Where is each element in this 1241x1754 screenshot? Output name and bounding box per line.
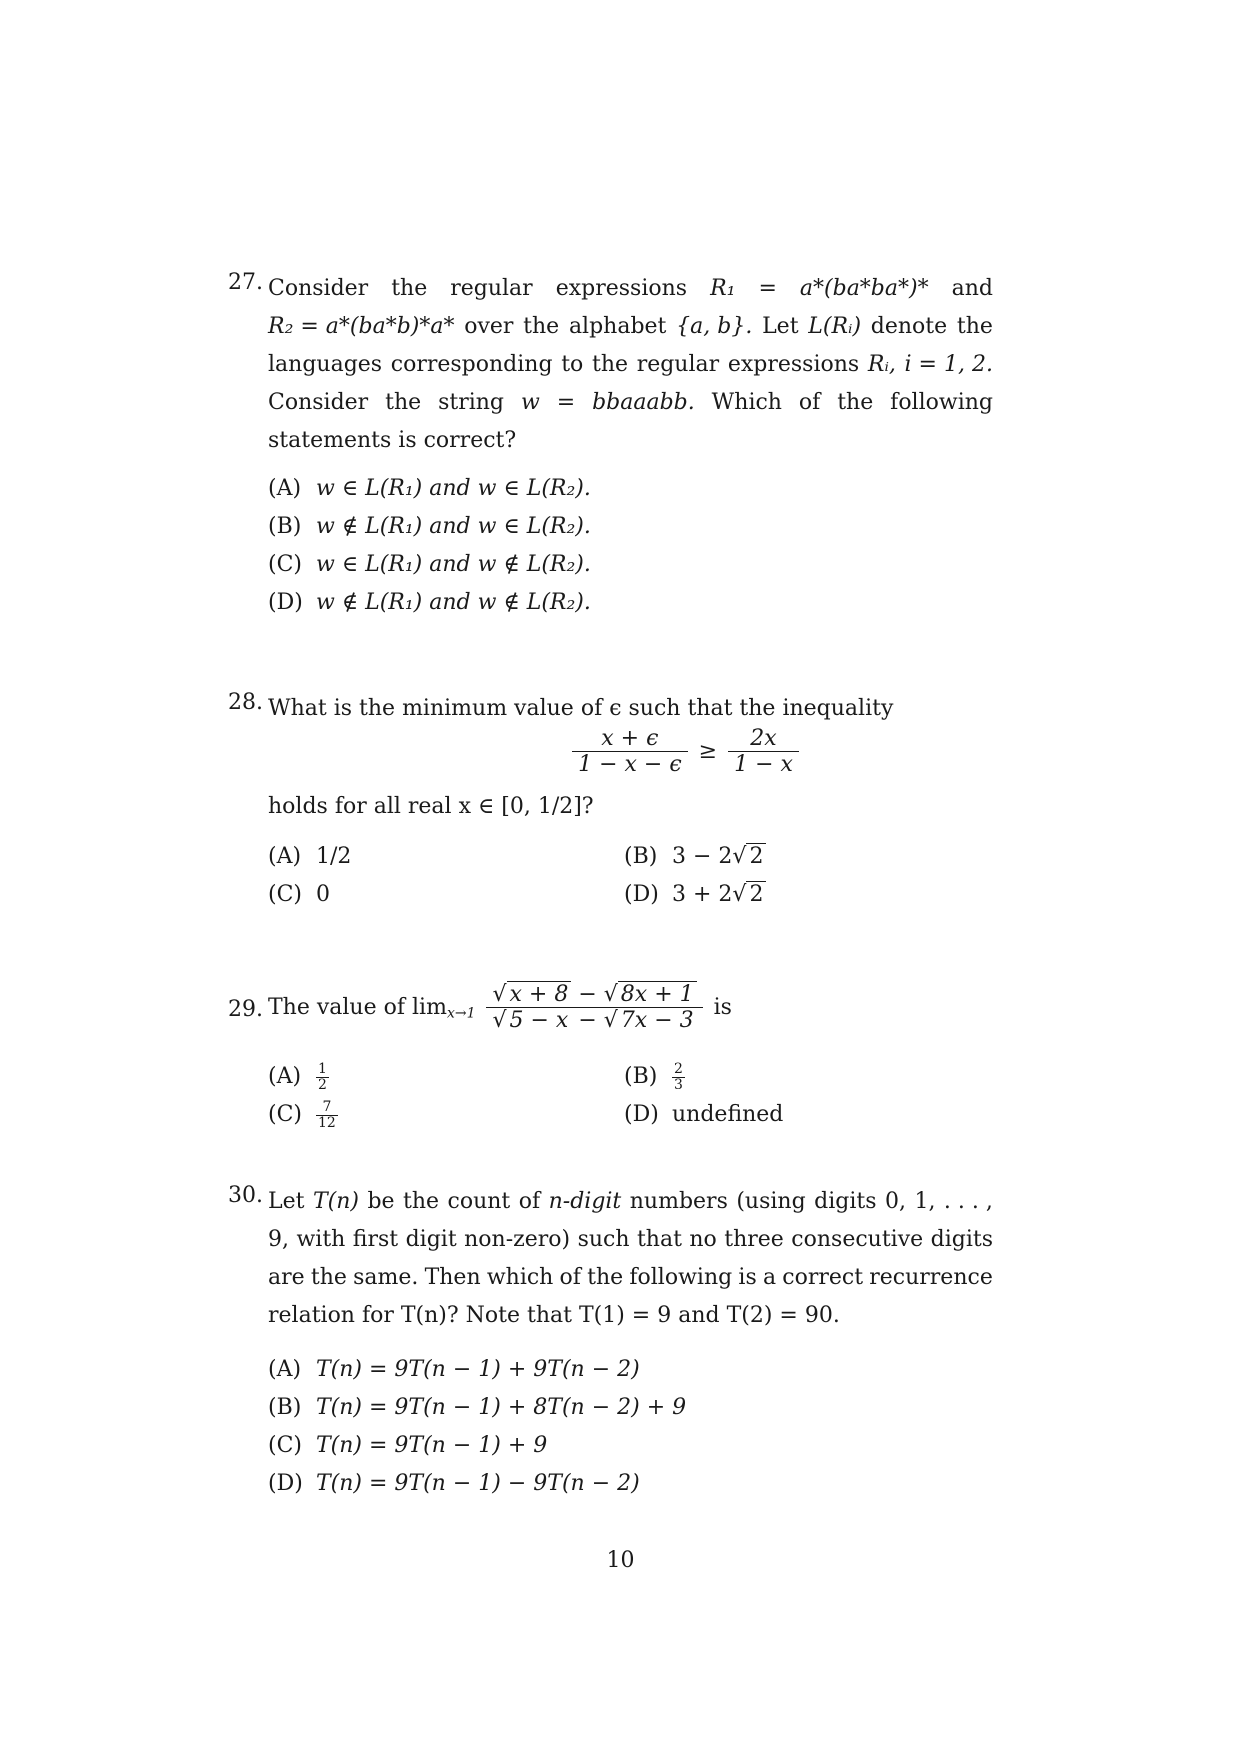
rhs-fraction: $\frac{2x}{1 - x}$ (728, 726, 799, 777)
question-text-line: Let T(n) be the count of n-digit numbers (using digits 0, 1, . . . , (268, 1189, 993, 1214)
option-a[interactable]: (A) T(n) = 9T(n − 1) + 9T(n − 2) (268, 1357, 640, 1382)
option-c[interactable]: (C) w ∈ L(R₁) and w ∉ L(R₂). (268, 552, 591, 577)
question-number: 28. (228, 690, 263, 715)
question-number: 27. (228, 270, 263, 295)
options-grid (268, 1058, 993, 1134)
question-text-line: statements is correct? (268, 428, 517, 453)
lhs-fraction: $\frac{x + \epsilon}{1 - x - \epsilon}$ (572, 726, 688, 777)
options-grid (268, 838, 993, 914)
question-text-line: relation for T(n)? Note that T(1) = 9 and T(2) = 90. (268, 1303, 840, 1328)
option-b[interactable]: (B) 3 − 2√ 2 (624, 838, 924, 876)
question-28 (228, 690, 993, 914)
question-number: 29. (228, 997, 263, 1022)
question-text-line: 9, with first digit non-zero) such that no three consecutive digits (268, 1227, 993, 1252)
display-inequality: $\frac{x + \epsilon}{1 - x - \epsilon}$ ≥ $\frac{2x}{1 - x}$ (268, 726, 993, 788)
question-text-line: are the same. Then which of the following is a correct recurrence (268, 1265, 993, 1290)
question-text-line: Consider the regular expressions R₁ = a*(ba*ba*)* and (268, 276, 993, 301)
question-text-line: holds for all real x ∈ [0, 1/2]? (268, 794, 594, 819)
option-a[interactable]: (A) 1/2 (268, 844, 352, 869)
page-number: 10 (606, 1548, 635, 1573)
option-b[interactable]: (B) $\frac{2}{3}$ (624, 1060, 683, 1093)
question-text-line: What is the minimum value of ϵ such that the inequality (268, 696, 894, 721)
question-29 (228, 982, 993, 1134)
option-a[interactable]: (A) $\frac{1}{2}$ (268, 1060, 327, 1093)
option-b[interactable]: (B) T(n) = 9T(n − 1) + 8T(n − 2) + 9 (268, 1395, 687, 1420)
option-d[interactable]: (D) undefined (624, 1102, 784, 1127)
question-text-line: R₂ = a*(ba*b)*a* over the alphabet {a, b}. Let L(Rᵢ) denote the (268, 314, 993, 339)
limit-fraction: $\frac{√ x + 8 - √ 8x + 1}{√ 5 - x - √ 7x - 3}$ (486, 982, 702, 1033)
question-30 (228, 1183, 993, 1503)
question-text-line: languages corresponding to the regular expressions Rᵢ, i = 1, 2. (268, 352, 993, 377)
option-b[interactable]: (B) w ∉ L(R₁) and w ∈ L(R₂). (268, 514, 591, 539)
question-27 (228, 270, 993, 622)
option-c[interactable]: (C) $\frac{7}{12}$ (268, 1098, 336, 1131)
question-text-line: The value of $\lim_{x\to 1}$ $\frac{√ x + 8 - √ 8x + 1}{√ 5 - x - √ 7x - 3}$ is (268, 982, 732, 1033)
question-text-line: Consider the string w = bbaaabb. Which of the following (268, 390, 993, 415)
question-number: 30. (228, 1183, 263, 1208)
option-d[interactable]: (D) T(n) = 9T(n − 1) − 9T(n − 2) (268, 1471, 640, 1496)
option-c[interactable]: (C) 0 (268, 882, 330, 907)
option-c[interactable]: (C) T(n) = 9T(n − 1) + 9 (268, 1433, 548, 1458)
option-d[interactable]: (D) w ∉ L(R₁) and w ∉ L(R₂). (268, 590, 591, 615)
option-d[interactable]: (D) 3 + 2√ 2 (624, 876, 924, 914)
option-a[interactable]: (A) w ∈ L(R₁) and w ∈ L(R₂). (268, 476, 591, 501)
